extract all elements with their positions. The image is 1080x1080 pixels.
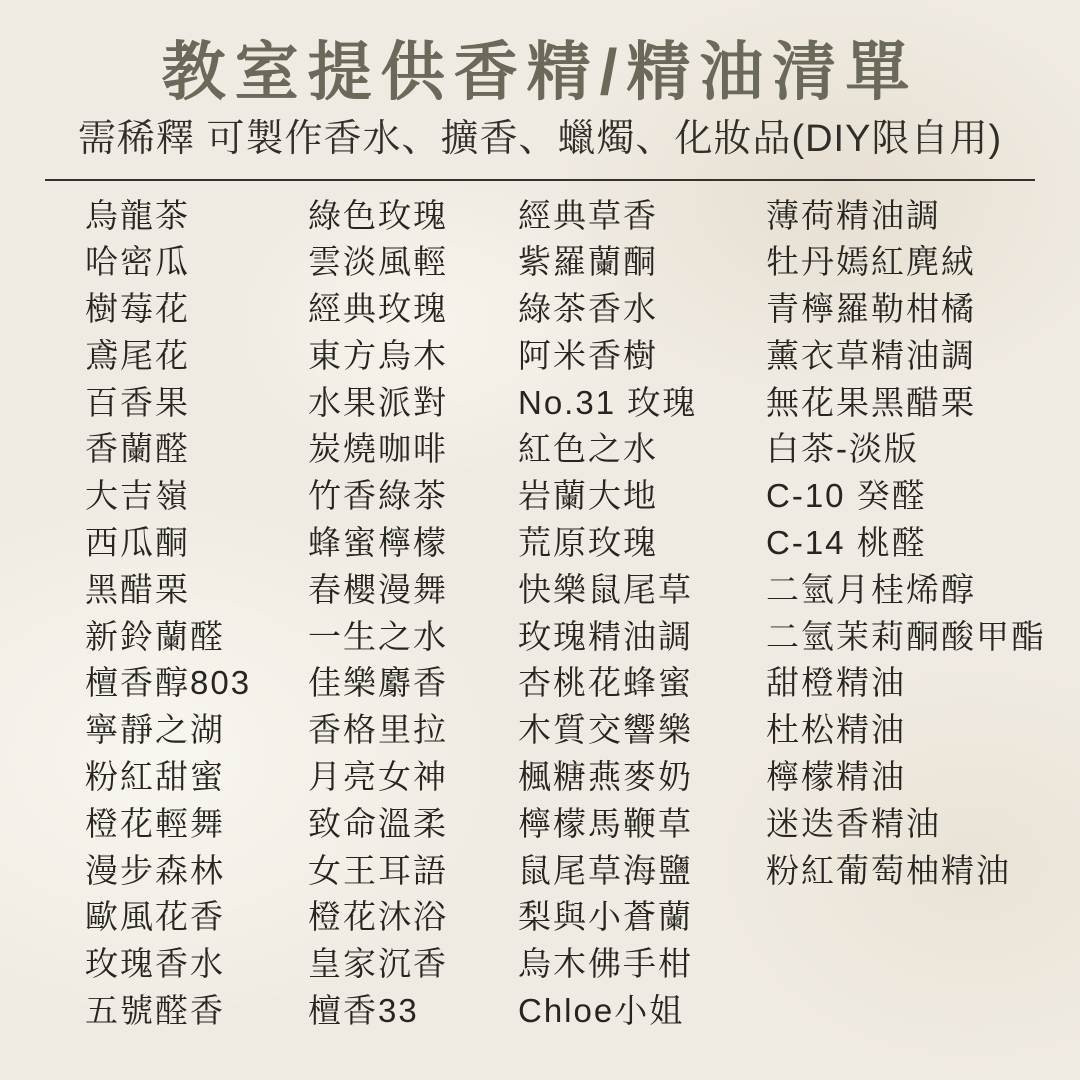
list-item: 蜂蜜檸檬 [308,524,448,562]
list-item: 牡丹嫣紅麂絨 [766,243,976,281]
list-item: 歐風花香 [85,898,225,936]
list-item: 新鈴蘭醛 [85,617,225,655]
list-item: 烏木佛手柑 [518,945,693,983]
list-item: 香格里拉 [308,711,448,749]
list-item: 綠色玫瑰 [308,196,448,234]
list-item: 青檸羅勒柑橘 [766,290,976,328]
list-item: 竹香綠茶 [308,477,448,515]
list-item: 黑醋栗 [85,570,190,608]
list-item: C-10 癸醛 [766,477,927,515]
list-item: 烏龍茶 [85,196,190,234]
list-item: C-14 桃醛 [766,524,927,562]
list-item: 鼠尾草海鹽 [518,851,693,889]
list-item: 檸檬馬鞭草 [518,804,693,842]
list-column-2 [308,193,518,1035]
list-item: 經典草香 [518,196,658,234]
list-item: 荒原玫瑰 [518,524,658,562]
list-item: 哈密瓜 [85,243,190,281]
list-item: No.31 玫瑰 [518,383,698,421]
fragrance-list [0,181,1080,1035]
list-item: 玫瑰精油調 [518,617,693,655]
list-item: 白茶-淡版 [766,430,919,468]
list-item: 炭燒咖啡 [308,430,448,468]
list-item: 綠茶香水 [518,290,658,328]
list-item: 西瓜酮 [85,524,190,562]
list-item: 木質交響樂 [518,711,693,749]
list-item: 春櫻漫舞 [308,570,448,608]
list-item: 鳶尾花 [85,336,190,374]
list-item: 百香果 [85,383,190,421]
list-item: 水果派對 [308,383,448,421]
list-item: 阿米香樹 [518,336,658,374]
list-item: 檸檬精油 [766,758,906,796]
list-item: 玫瑰香水 [85,945,225,983]
list-item: 二氫月桂烯醇 [766,570,976,608]
list-item: 粉紅葡萄柚精油 [766,851,1011,889]
list-item: 薄荷精油調 [766,196,941,234]
list-item: 寧靜之湖 [85,711,225,749]
list-item: 迷迭香精油 [766,804,941,842]
list-item: 月亮女神 [308,758,448,796]
list-item: 雲淡風輕 [308,243,448,281]
list-item: 楓糖燕麥奶 [518,758,693,796]
list-item: 杏桃花蜂蜜 [518,664,693,702]
list-item: 樹莓花 [85,290,190,328]
list-item: 橙花輕舞 [85,804,225,842]
list-item: Chloe小姐 [518,992,685,1030]
list-item: 五號醛香 [85,992,225,1030]
list-item: 甜橙精油 [766,664,906,702]
list-column-1 [85,193,308,1035]
list-column-4 [766,193,1046,1035]
list-item: 女王耳語 [308,851,448,889]
list-item: 東方烏木 [308,336,448,374]
page-subtitle: 需稀釋 可製作香水、擴香、蠟燭、化妝品(DIY限自用) [77,118,1003,160]
list-item: 香蘭醛 [85,430,190,468]
list-item: 快樂鼠尾草 [518,570,693,608]
list-item: 紅色之水 [518,430,658,468]
list-item: 杜松精油 [766,711,906,749]
list-item: 皇家沉香 [308,945,448,983]
list-item: 紫羅蘭酮 [518,243,658,281]
list-column-3 [518,193,766,1035]
list-item: 檀香醇803 [85,664,252,702]
list-item: 經典玫瑰 [308,290,448,328]
list-item: 橙花沐浴 [308,898,448,936]
list-item: 無花果黑醋栗 [766,383,976,421]
list-item: 一生之水 [308,617,448,655]
list-item: 岩蘭大地 [518,477,658,515]
list-item: 薰衣草精油調 [766,336,976,374]
list-item: 梨與小蒼蘭 [518,898,693,936]
list-item: 漫步森林 [85,851,225,889]
list-item: 大吉嶺 [85,477,190,515]
list-item: 致命溫柔 [308,804,448,842]
list-item: 檀香33 [308,992,419,1030]
list-item: 佳樂麝香 [308,664,448,702]
list-item: 二氫茉莉酮酸甲酯 [766,617,1046,655]
list-item: 粉紅甜蜜 [85,758,225,796]
page-title: 教室提供香精/精油清單 [161,36,919,108]
